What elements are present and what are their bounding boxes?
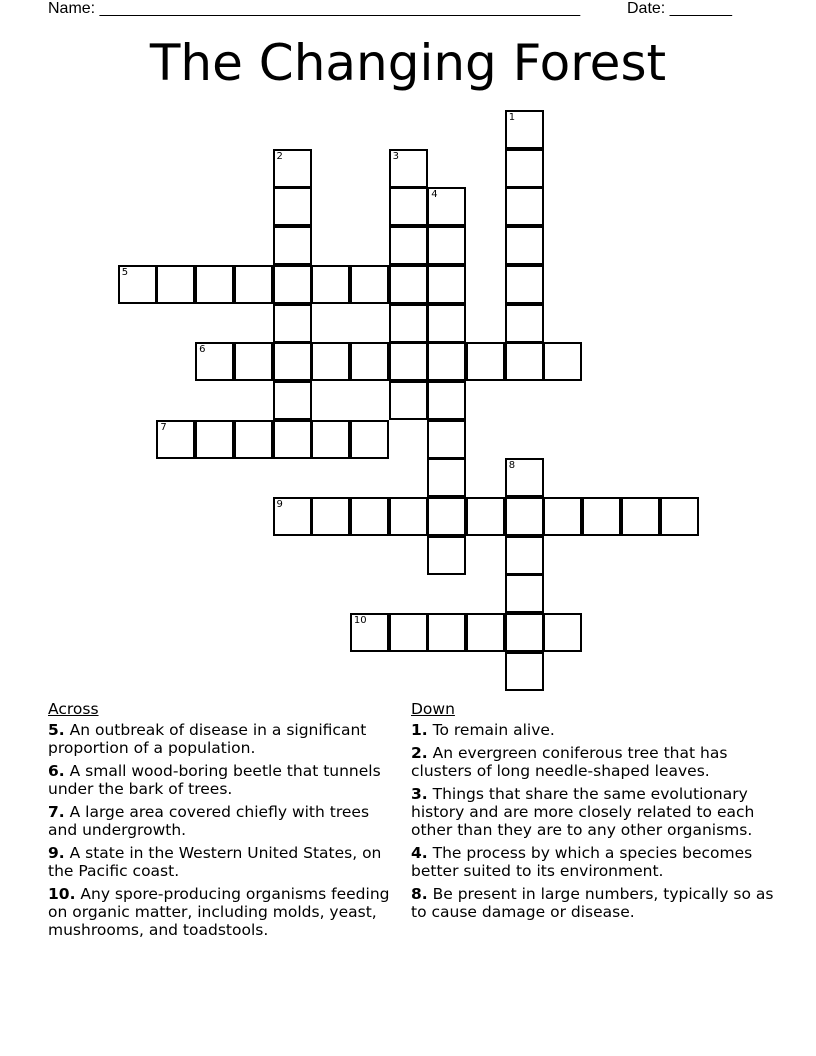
name-field[interactable]: Name: ______________________________________________________ (48, 0, 581, 17)
grid-cell[interactable] (350, 497, 389, 536)
grid-cell[interactable] (195, 342, 234, 381)
grid-cell[interactable] (660, 497, 699, 536)
clue-number: 9. (48, 844, 65, 862)
clue-text: Things that share the same evolutionary history and are more closely related to each other than they are to any other organisms. (411, 785, 755, 839)
grid-cell[interactable] (427, 458, 466, 497)
grid-cell[interactable] (118, 265, 157, 304)
clue-text: Be present in large numbers, typically so as to cause damage or disease. (411, 885, 774, 921)
clue-number: 8. (411, 885, 428, 903)
grid-cell[interactable] (582, 497, 621, 536)
grid-cell[interactable] (273, 381, 312, 420)
grid-cell[interactable] (427, 420, 466, 459)
date-field[interactable]: Date: _______ (627, 0, 732, 17)
clue-number-label: 1 (508, 112, 516, 123)
grid-cell[interactable] (311, 420, 350, 459)
across-clue (48, 885, 403, 939)
grid-cell[interactable] (621, 497, 660, 536)
grid-cell[interactable] (273, 226, 312, 265)
down-clue (411, 744, 781, 780)
clue-number: 6. (48, 762, 65, 780)
grid-cell[interactable] (505, 304, 544, 343)
clue-number-label: 9 (276, 499, 283, 510)
page-title: The Changing Forest (149, 34, 667, 92)
grid-cell[interactable] (389, 381, 428, 420)
grid-cell[interactable] (350, 342, 389, 381)
grid-cell[interactable] (427, 304, 466, 343)
grid-cell[interactable] (389, 265, 428, 304)
clue-number: 3. (411, 785, 428, 803)
clue-text: Any spore-producing organisms feeding on organic matter, including molds, yeast, mushrooms, and toadstools. (48, 885, 390, 939)
grid-cell[interactable] (350, 420, 389, 459)
grid-cell[interactable] (505, 149, 544, 188)
clue-number: 4. (411, 844, 428, 862)
clue-text: A small wood-boring beetle that tunnels under the bark of trees. (48, 762, 381, 798)
clue-number: 1. (411, 721, 428, 739)
clue-text: A state in the Western United States, on the Pacific coast. (48, 844, 382, 880)
grid-cell[interactable] (427, 497, 466, 536)
grid-cell[interactable] (273, 304, 312, 343)
clue-number-label: 3 (392, 150, 399, 162)
clue-number-label: 4 (431, 189, 438, 201)
across-clue-list (48, 721, 403, 939)
down-clue (411, 885, 781, 921)
across-heading: Across (48, 700, 99, 718)
grid-cell[interactable] (427, 613, 466, 652)
grid-cell[interactable] (505, 458, 544, 497)
grid-cell[interactable] (389, 497, 428, 536)
clue-number-label: 5 (121, 266, 129, 278)
grid-cell[interactable] (350, 613, 389, 652)
grid-cell[interactable] (466, 342, 505, 381)
grid-cell[interactable] (427, 226, 466, 265)
grid-cell[interactable] (466, 497, 505, 536)
clue-number: 7. (48, 803, 65, 821)
down-clue (411, 721, 781, 739)
clue-text: An outbreak of disease in a significant proportion of a population. (48, 721, 367, 757)
clue-text: The process by which a species becomes better suited to its environment. (411, 844, 753, 880)
grid-cell[interactable] (505, 110, 544, 149)
grid-cell[interactable] (273, 420, 312, 459)
clue-text: An evergreen coniferous tree that has clusters of long needle-shaped leaves. (411, 744, 728, 780)
grid-cell[interactable] (505, 342, 544, 381)
down-clue-list (411, 721, 781, 921)
grid-cell[interactable] (273, 149, 312, 188)
grid-cell[interactable] (156, 265, 195, 304)
grid-cell[interactable] (543, 497, 582, 536)
grid-cell[interactable] (195, 420, 234, 459)
clue-number: 5. (48, 721, 65, 739)
grid-cell[interactable] (273, 265, 312, 304)
down-heading: Down (411, 700, 455, 718)
grid-cell[interactable] (505, 497, 544, 536)
clue-text: A large area covered chiefly with trees and undergrowth. (48, 803, 370, 839)
down-clue (411, 844, 781, 880)
grid-cell[interactable] (505, 187, 544, 226)
grid-cell[interactable] (195, 265, 234, 304)
clue-number-label: 2 (276, 150, 283, 162)
across-clue (48, 844, 403, 880)
grid-cell[interactable] (427, 381, 466, 420)
down-clue (411, 785, 781, 839)
grid-cell[interactable] (389, 187, 428, 226)
grid-cell[interactable] (389, 304, 428, 343)
clue-number-label: 10 (353, 615, 367, 627)
across-clue (48, 803, 403, 839)
clue-number: 2. (411, 744, 428, 762)
down-clues (411, 700, 781, 926)
grid-cell[interactable] (427, 342, 466, 381)
across-clue (48, 762, 403, 798)
grid-cell[interactable] (234, 342, 273, 381)
grid-cell[interactable] (389, 226, 428, 265)
grid-cell[interactable] (505, 226, 544, 265)
across-clues (48, 700, 403, 944)
grid-cell[interactable] (543, 613, 582, 652)
grid-cell[interactable] (273, 187, 312, 226)
across-clue (48, 721, 403, 757)
grid-cell[interactable] (505, 536, 544, 575)
grid-cell[interactable] (311, 342, 350, 381)
grid-cell[interactable] (156, 420, 195, 459)
grid-cell[interactable] (273, 497, 312, 536)
grid-cell[interactable] (505, 652, 544, 691)
grid-cell[interactable] (505, 265, 544, 304)
clue-number-label: 6 (199, 344, 206, 356)
grid-cell[interactable] (505, 613, 544, 652)
grid-cell[interactable] (427, 265, 466, 304)
grid-cell[interactable] (505, 574, 544, 613)
grid-cell[interactable] (389, 149, 428, 188)
grid-cell[interactable] (350, 265, 389, 304)
clue-number-label: 8 (508, 460, 516, 472)
clue-number-label: 7 (160, 421, 167, 433)
grid-cell[interactable] (466, 613, 505, 652)
grid-cell[interactable] (389, 342, 428, 381)
grid-cell[interactable] (273, 342, 312, 381)
grid-cell[interactable] (389, 613, 428, 652)
clue-number: 10. (48, 885, 76, 903)
grid-cell[interactable] (427, 536, 466, 575)
grid-cell[interactable] (311, 497, 350, 536)
grid-cell[interactable] (234, 265, 273, 304)
clue-text: To remain alive. (432, 721, 555, 739)
grid-cell[interactable] (311, 265, 350, 304)
grid-cell[interactable] (427, 187, 466, 226)
grid-cell[interactable] (234, 420, 273, 459)
grid-cell[interactable] (543, 342, 582, 381)
